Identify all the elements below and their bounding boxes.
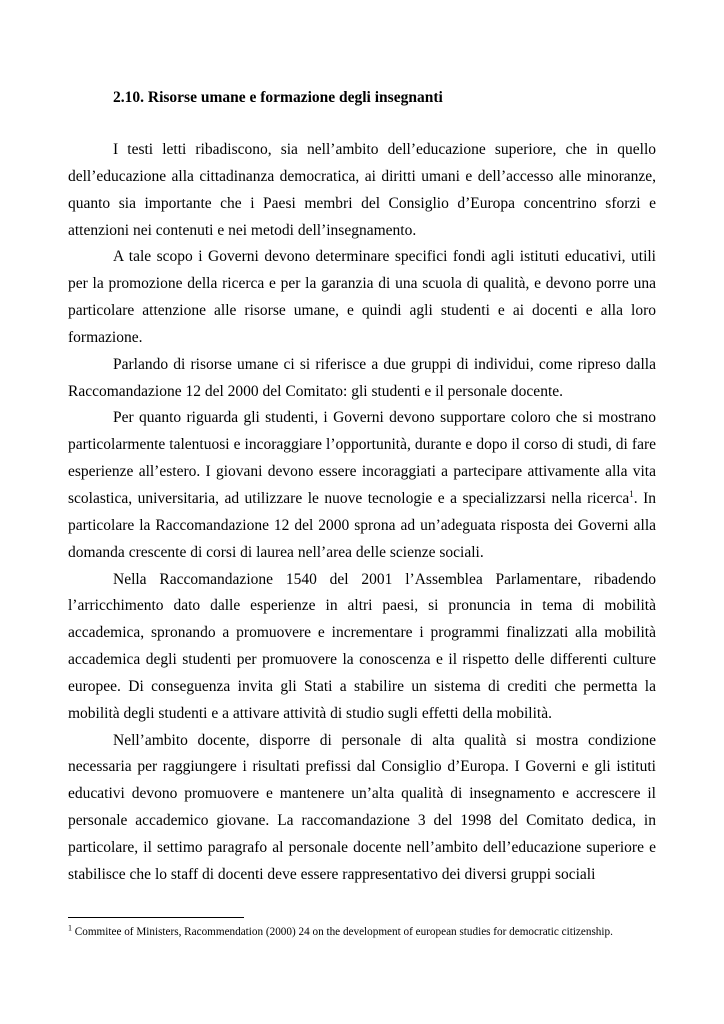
paragraph-4-text-end: . In particolare la Raccomandazione 12 del 2000 sprona ad un’adeguata risposta dei Governi alla domanda crescente di corsi di laurea nell’area delle scienze sociali.	[68, 489, 656, 561]
paragraph-6: Nell’ambito docente, disporre di personale di alta qualità si mostra condizione necessaria per raggiungere i risultati prefissi dal Consiglio d’Europa. I Governi e gli istituti educativi devono promuovere e mantenere un’alta qualità di insegnamento e accrescere il personale accademico giovane. La raccomandazione 3 del 1998 del Comitato dedica, in particolare, il settimo paragrafo al personale docente nell’ambito dell’educazione superiore e stabilisce che lo staff di docenti deve essere rappresentativo dei diversi gruppi sociali	[68, 731, 656, 883]
paragraph-5: Nella Raccomandazione 1540 del 2001 l’Assemblea Parlamentare, ribadendo l’arricchimento dato dalle esperienze in altri paesi, si pronuncia in tema di mobilità accademica, spronando a promuovere e incrementare i programmi finalizzati alla mobilità accademica degli studenti per promuovere la conoscenza e il rispetto delle differenti culture europee. Di conseguenza invita gli Stati a stabilire un sistema di crediti che permetta la mobilità degli studenti e a attivare attività di studio sugli effetti della mobilità.	[68, 570, 656, 722]
footnote-divider	[68, 917, 244, 918]
body-text	[68, 137, 656, 889]
footnote-number: 1	[68, 923, 72, 933]
paragraph-2: A tale scopo i Governi devono determinare specifici fondi agli istituti educativi, utili per la promozione della ricerca e per la garanzia di una scuola di qualità, e devono porre una particolare attenzione alle risorse umane, e quindi agli studenti e ai docenti e alla loro formazione.	[68, 248, 656, 346]
footnote	[68, 925, 656, 940]
paragraph-1: I testi letti ribadiscono, sia nell’ambito dell’educazione superiore, che in quello dell’educazione alla cittadinanza democratica, ai diritti umani e dell’accesso alle minoranze, quanto sia importante che i Paesi membri del Consiglio d’Europa concentrino sforzi e attenzioni nei contenuti e nei metodi dell’insegnamento.	[68, 141, 656, 239]
footnote-text: Commitee of Ministers, Racommendation (2000) 24 on the development of european studies for democratic citizenship.	[72, 926, 613, 938]
paragraph-4	[68, 405, 656, 566]
paragraph-4-text-start: Per quanto riguarda gli studenti, i Governi devono supportare coloro che si mostrano particolarmente talentuosi e incoraggiare l’opportunità, durante e dopo il corso di studi, di fare esperienze all’estero. I giovani devono essere incoraggiati a partecipare attivamente alla vita scolastica, universitaria, ad utilizzare le nuove tecnologie e a specializzarsi nella ricerca	[68, 409, 656, 507]
paragraph-3: Parlando di risorse umane ci si riferisce a due gruppi di individui, come ripreso dalla Raccomandazione 12 del 2000 del Comitato: gli studenti e il personale docente.	[68, 355, 656, 400]
section-heading: 2.10. Risorse umane e formazione degli insegnanti	[113, 89, 443, 106]
footnote-reference[interactable]: 1	[629, 488, 634, 499]
